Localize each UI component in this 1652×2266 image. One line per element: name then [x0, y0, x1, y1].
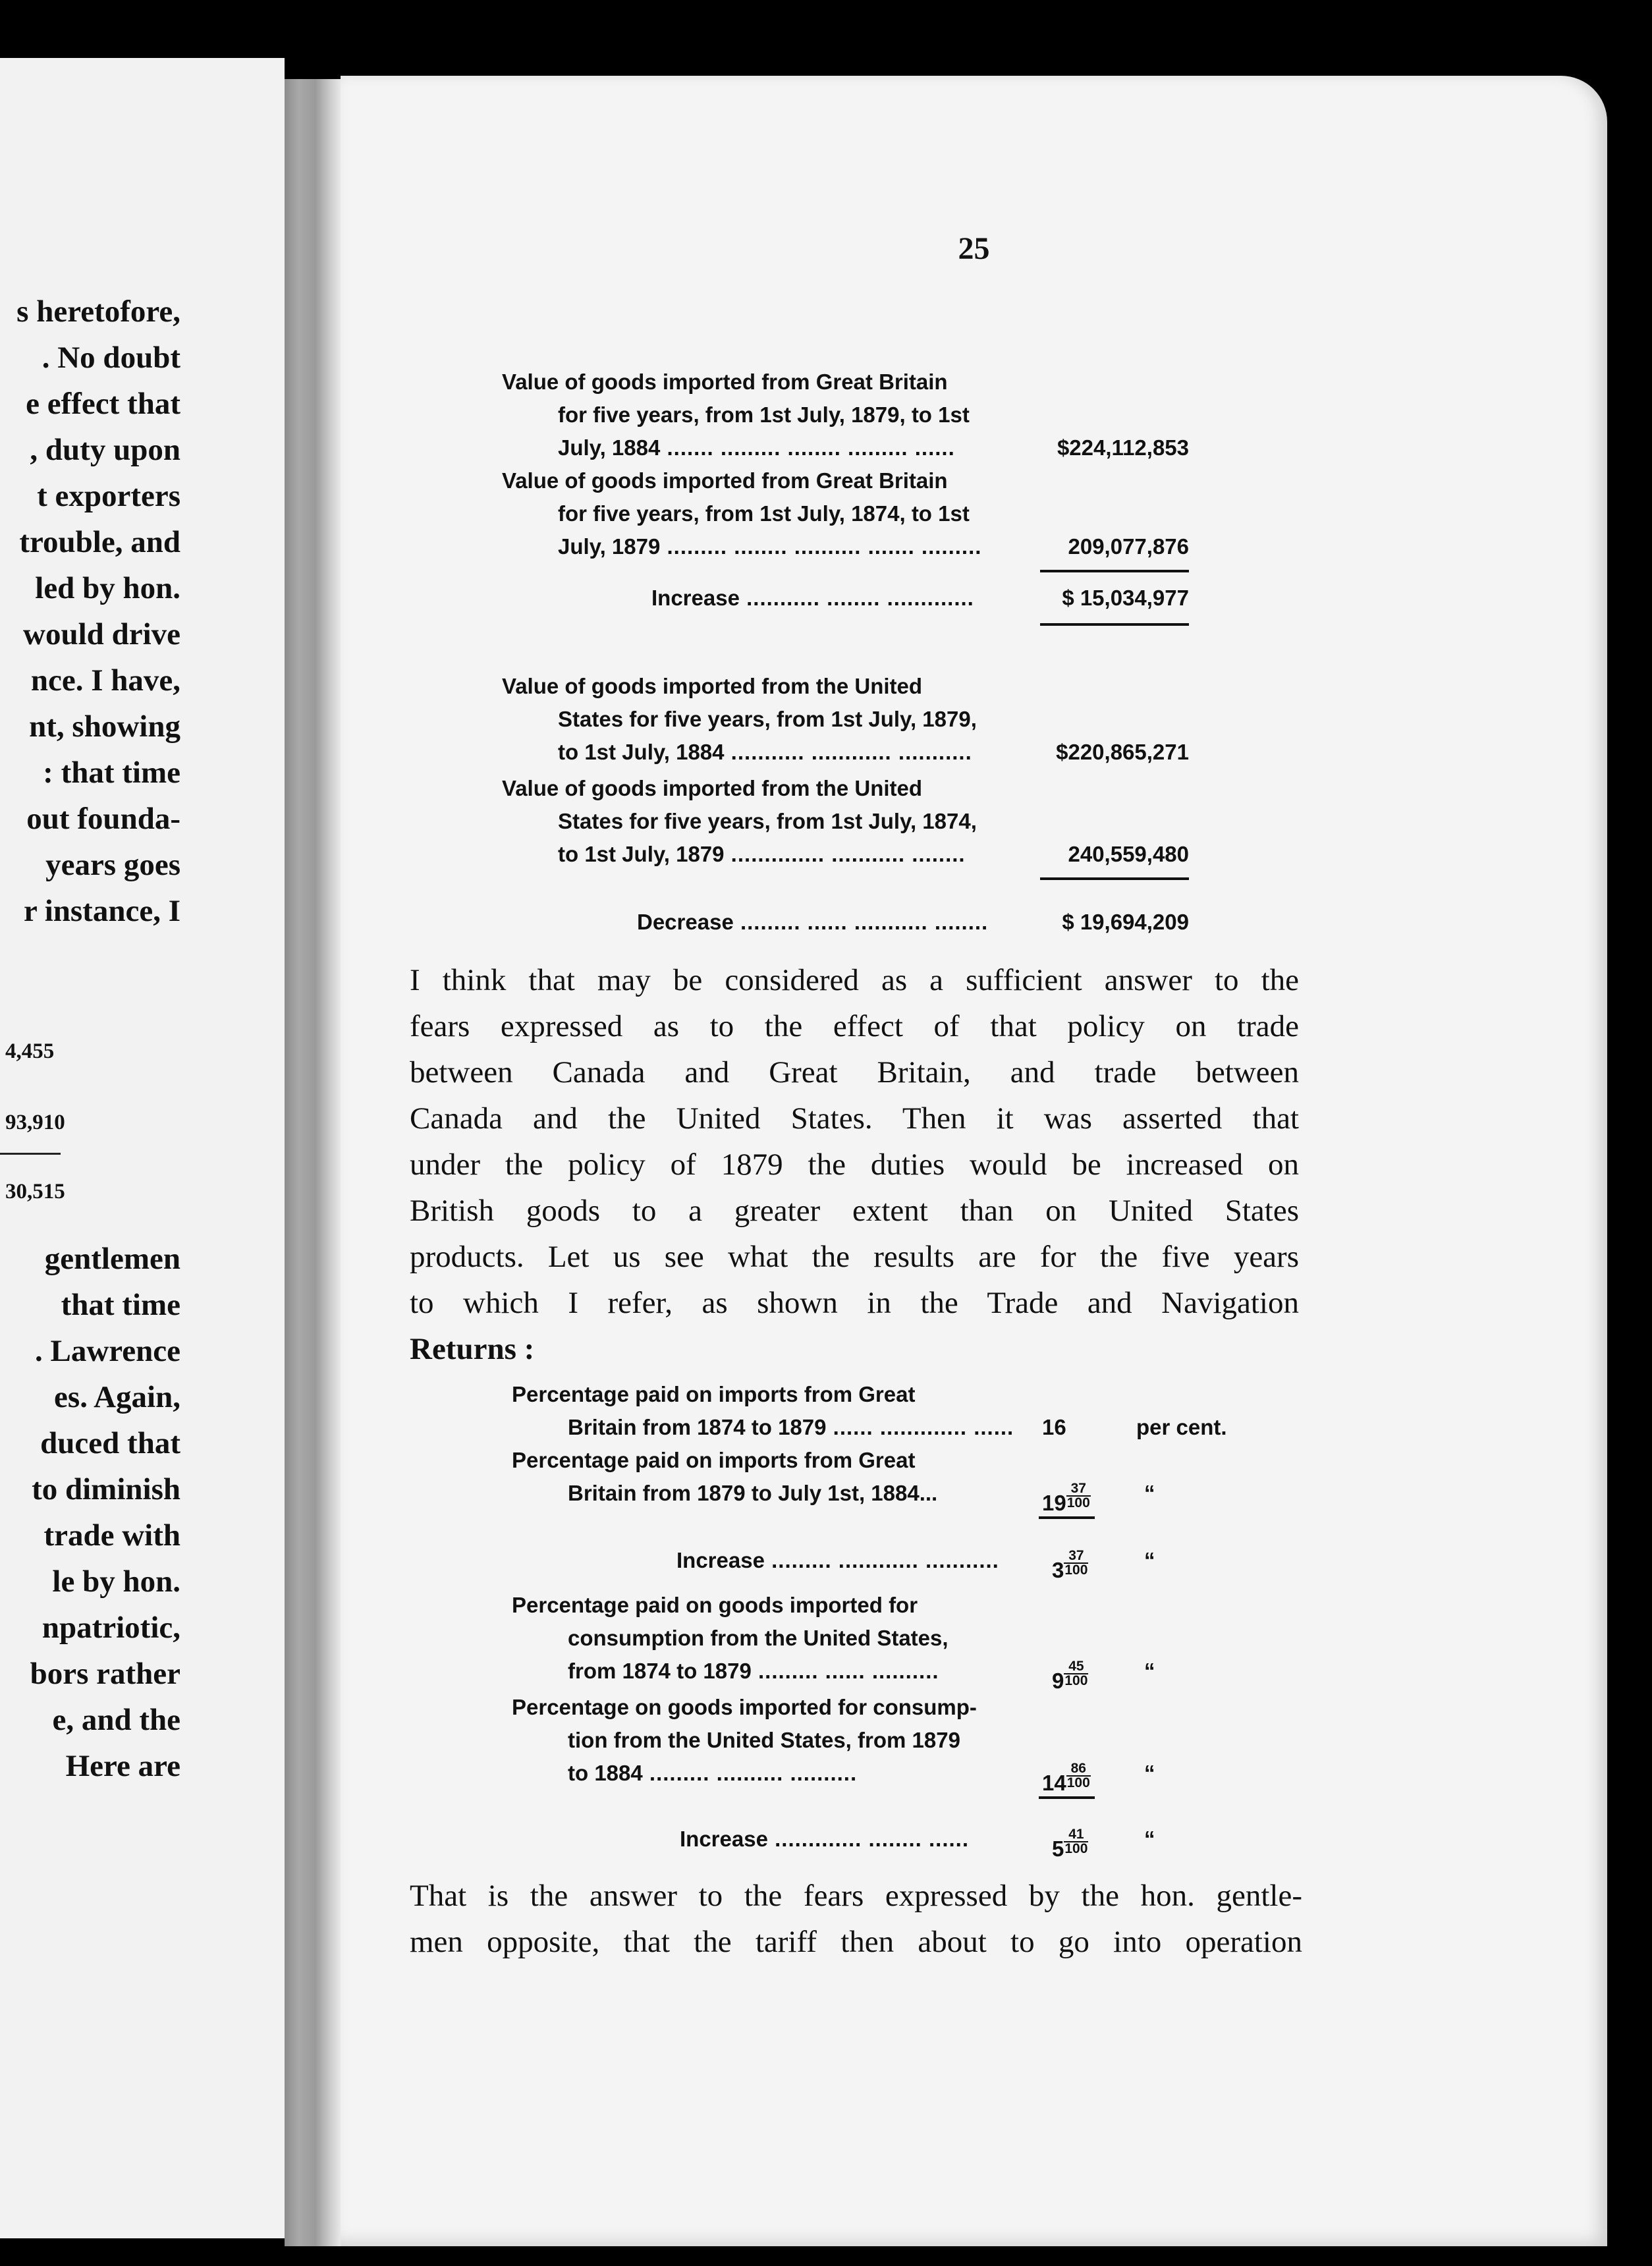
sum-rule	[1040, 877, 1189, 880]
percentage-value	[1052, 1660, 1088, 1692]
text-line: that time	[61, 1288, 180, 1322]
result-label: Increase	[680, 1827, 768, 1851]
text-line: npatriotic,	[41, 1611, 180, 1645]
table-item-text: States for five years, from 1st July, 1879,	[558, 707, 977, 731]
table-item-label: to 1st July, 1879	[558, 842, 725, 866]
figure-value: 30,515	[5, 1180, 65, 1203]
text-line: bors rather	[30, 1657, 180, 1691]
dot-leader: ......... .......... ..........	[642, 1761, 858, 1785]
fraction-numerator: 45	[1064, 1660, 1088, 1674]
text-line: nce. I have,	[30, 663, 180, 698]
table-item-label: from 1874 to 1879	[568, 1659, 752, 1683]
table-item-text: Value of goods imported from the United	[502, 776, 923, 800]
table-item-text	[568, 1762, 857, 1784]
text-line: duced that	[40, 1426, 180, 1460]
table-item-label: to 1st July, 1884	[558, 740, 725, 764]
result-amount: $ 19,694,209	[1062, 910, 1189, 934]
value-fraction	[1064, 1549, 1088, 1577]
table-item-text	[558, 536, 981, 557]
paragraph-line: I think that may be considered as a sufficient answer to the	[410, 963, 1299, 997]
table-item-text: Value of goods imported from Great Britain	[502, 468, 948, 493]
fraction-denominator: 100	[1066, 1495, 1090, 1510]
fraction-denominator: 100	[1064, 1562, 1088, 1578]
text-line: to diminish	[32, 1472, 180, 1506]
value-whole: 5	[1052, 1836, 1064, 1861]
figure-value: 4,455	[5, 1039, 55, 1063]
percentage-table	[512, 1382, 1276, 1861]
table-item-text: tion from the United States, from 1879	[568, 1728, 960, 1752]
text-line: would drive	[23, 617, 180, 651]
table-item-text: Percentage paid on imports from Great	[512, 1382, 916, 1406]
fraction-numerator: 37	[1064, 1549, 1088, 1564]
percent-unit: per cent.	[1136, 1415, 1227, 1439]
text-line: trade with	[43, 1518, 180, 1553]
value-fraction	[1066, 1482, 1091, 1510]
dot-leader: ....... ......... ........ ......... ......	[660, 435, 955, 460]
percentage-value	[1052, 1828, 1088, 1860]
table-item-text	[568, 1660, 939, 1682]
value-whole: 9	[1052, 1668, 1064, 1693]
ditto-mark: “	[1144, 1659, 1155, 1683]
result-line	[676, 1549, 999, 1571]
result-line	[637, 911, 988, 933]
dot-leader: ......... ...... ........... ........	[733, 910, 989, 934]
table-item-text	[558, 843, 966, 865]
result-label: Increase	[651, 586, 740, 610]
dot-leader: ............. ........ ......	[767, 1827, 969, 1851]
fraction-denominator: 100	[1064, 1840, 1088, 1856]
sum-rule	[1039, 1796, 1095, 1799]
text-line: . No doubt	[41, 341, 180, 375]
text-line: out founda-	[26, 802, 180, 836]
text-line: , duty upon	[30, 433, 180, 467]
figure-value: 93,910	[5, 1111, 65, 1134]
paragraph-line: Canada and the United States. Then it was asserted that	[410, 1101, 1299, 1136]
value-fraction	[1066, 1762, 1091, 1790]
paragraph-line: fears expressed as to the effect of that policy on trade	[410, 1009, 1299, 1043]
sum-rule	[1039, 1516, 1095, 1519]
table-item-label: to 1884	[568, 1761, 643, 1785]
text-line: le by hon.	[52, 1564, 180, 1599]
fraction-denominator: 100	[1066, 1775, 1090, 1790]
dot-leader: ......... ........ .......... ....... .........	[660, 534, 982, 559]
dot-leader: ......... ............ ...........	[764, 1548, 999, 1572]
table-item-text: consumption from the United States,	[568, 1626, 949, 1650]
table-amount: 209,077,876	[1068, 534, 1189, 559]
ditto-mark: “	[1144, 1827, 1155, 1851]
percentage-value: 16	[1042, 1415, 1066, 1439]
fraction-denominator: 100	[1064, 1672, 1088, 1688]
dot-leader: ...... ............. ......	[826, 1415, 1014, 1439]
text-line: nt, showing	[29, 709, 180, 744]
text-line: years goes	[45, 848, 180, 882]
value-whole: 19	[1042, 1490, 1066, 1515]
text-line: es. Again,	[54, 1380, 180, 1414]
text-line: r instance, I	[23, 894, 180, 928]
percentage-value	[1052, 1549, 1088, 1581]
ditto-mark: “	[1144, 1761, 1155, 1785]
text-line: . Lawrence	[34, 1334, 180, 1368]
table-item-text	[558, 741, 972, 763]
value-fraction	[1064, 1828, 1088, 1856]
book-page	[341, 76, 1607, 2246]
result-line	[680, 1828, 969, 1850]
sum-rule	[0, 1153, 61, 1155]
table-item-text: Percentage paid on imports from Great	[512, 1448, 916, 1472]
table-item-text: Value of goods imported from Great Britain	[502, 370, 948, 394]
table-item-text: Percentage paid on goods imported for	[512, 1593, 918, 1617]
text-line: gentlemen	[44, 1242, 180, 1276]
previous-page-fragment	[0, 58, 285, 2238]
dot-leader: ........... ............ ...........	[724, 740, 972, 764]
ditto-mark: “	[1144, 1481, 1155, 1505]
paragraph-line: to which I refer, as shown in the Trade and Navigation	[410, 1286, 1299, 1320]
book-gutter	[285, 79, 341, 2246]
table-amount: 240,559,480	[1068, 842, 1189, 866]
table-item-label: Britain from 1874 to 1879	[568, 1415, 827, 1439]
value-whole: 3	[1052, 1557, 1064, 1582]
gb-import-table	[502, 371, 1189, 667]
result-line	[651, 587, 974, 609]
table-amount: $224,112,853	[1057, 435, 1189, 460]
table-item-text: States for five years, from 1st July, 1874,	[558, 809, 977, 833]
value-fraction	[1064, 1660, 1088, 1688]
paragraph-line: products. Let us see what the results are for the five years	[410, 1240, 1299, 1274]
paragraph-line: under the policy of 1879 the duties would be increased on	[410, 1147, 1299, 1182]
text-line: e, and the	[52, 1703, 180, 1737]
paragraph-line: between Canada and Great Britain, and trade between	[410, 1055, 1299, 1090]
result-label: Decrease	[637, 910, 734, 934]
table-item-text: Percentage on goods imported for consump-	[512, 1695, 977, 1719]
text-line: s heretofore,	[16, 294, 180, 329]
table-item-text	[568, 1416, 1014, 1438]
page-number: 25	[958, 231, 990, 266]
table-item-label: July, 1879	[558, 534, 661, 559]
text-line: Here are	[65, 1749, 180, 1783]
table-item-text	[558, 437, 955, 458]
table-amount: $220,865,271	[1056, 740, 1189, 764]
text-line: e effect that	[26, 387, 180, 421]
text-line: trouble, and	[19, 525, 180, 559]
text-line: led by hon.	[35, 571, 180, 605]
dot-leader: ........... ........ .............	[739, 586, 974, 610]
body-paragraph	[410, 965, 1299, 1373]
percentage-value	[1042, 1762, 1091, 1794]
table-item-text: for five years, from 1st July, 1874, to 1st	[558, 501, 970, 526]
fraction-numerator: 86	[1066, 1762, 1091, 1777]
fraction-numerator: 41	[1064, 1828, 1088, 1842]
sum-rule	[1040, 570, 1189, 572]
table-item-text: for five years, from 1st July, 1879, to 1st	[558, 402, 970, 427]
result-amount: $ 15,034,977	[1062, 586, 1189, 610]
body-paragraph	[410, 1881, 1302, 1973]
percentage-value	[1042, 1482, 1091, 1514]
paragraph-line: British goods to a greater extent than on United States	[410, 1194, 1299, 1228]
fraction-numerator: 37	[1066, 1482, 1091, 1497]
paragraph-line: Returns :	[410, 1332, 535, 1366]
paragraph-line: men opposite, that the tariff then about to go into operation	[410, 1925, 1302, 1959]
text-line: t exporters	[37, 479, 180, 513]
dot-leader: .............. ........... ........	[724, 842, 966, 866]
dot-leader: ......... ...... ..........	[751, 1659, 939, 1683]
text-line: : that time	[43, 756, 180, 790]
table-item-text: Britain from 1879 to July 1st, 1884...	[568, 1481, 938, 1505]
table-item-text: Value of goods imported from the United	[502, 674, 923, 698]
value-whole: 14	[1042, 1770, 1066, 1795]
table-item-label: July, 1884	[558, 435, 661, 460]
paragraph-line: That is the answer to the fears expressed by the hon. gentle-	[410, 1879, 1302, 1913]
result-label: Increase	[676, 1548, 765, 1572]
ditto-mark: “	[1144, 1548, 1155, 1572]
total-rule	[1040, 623, 1189, 626]
us-import-table	[502, 675, 1189, 939]
